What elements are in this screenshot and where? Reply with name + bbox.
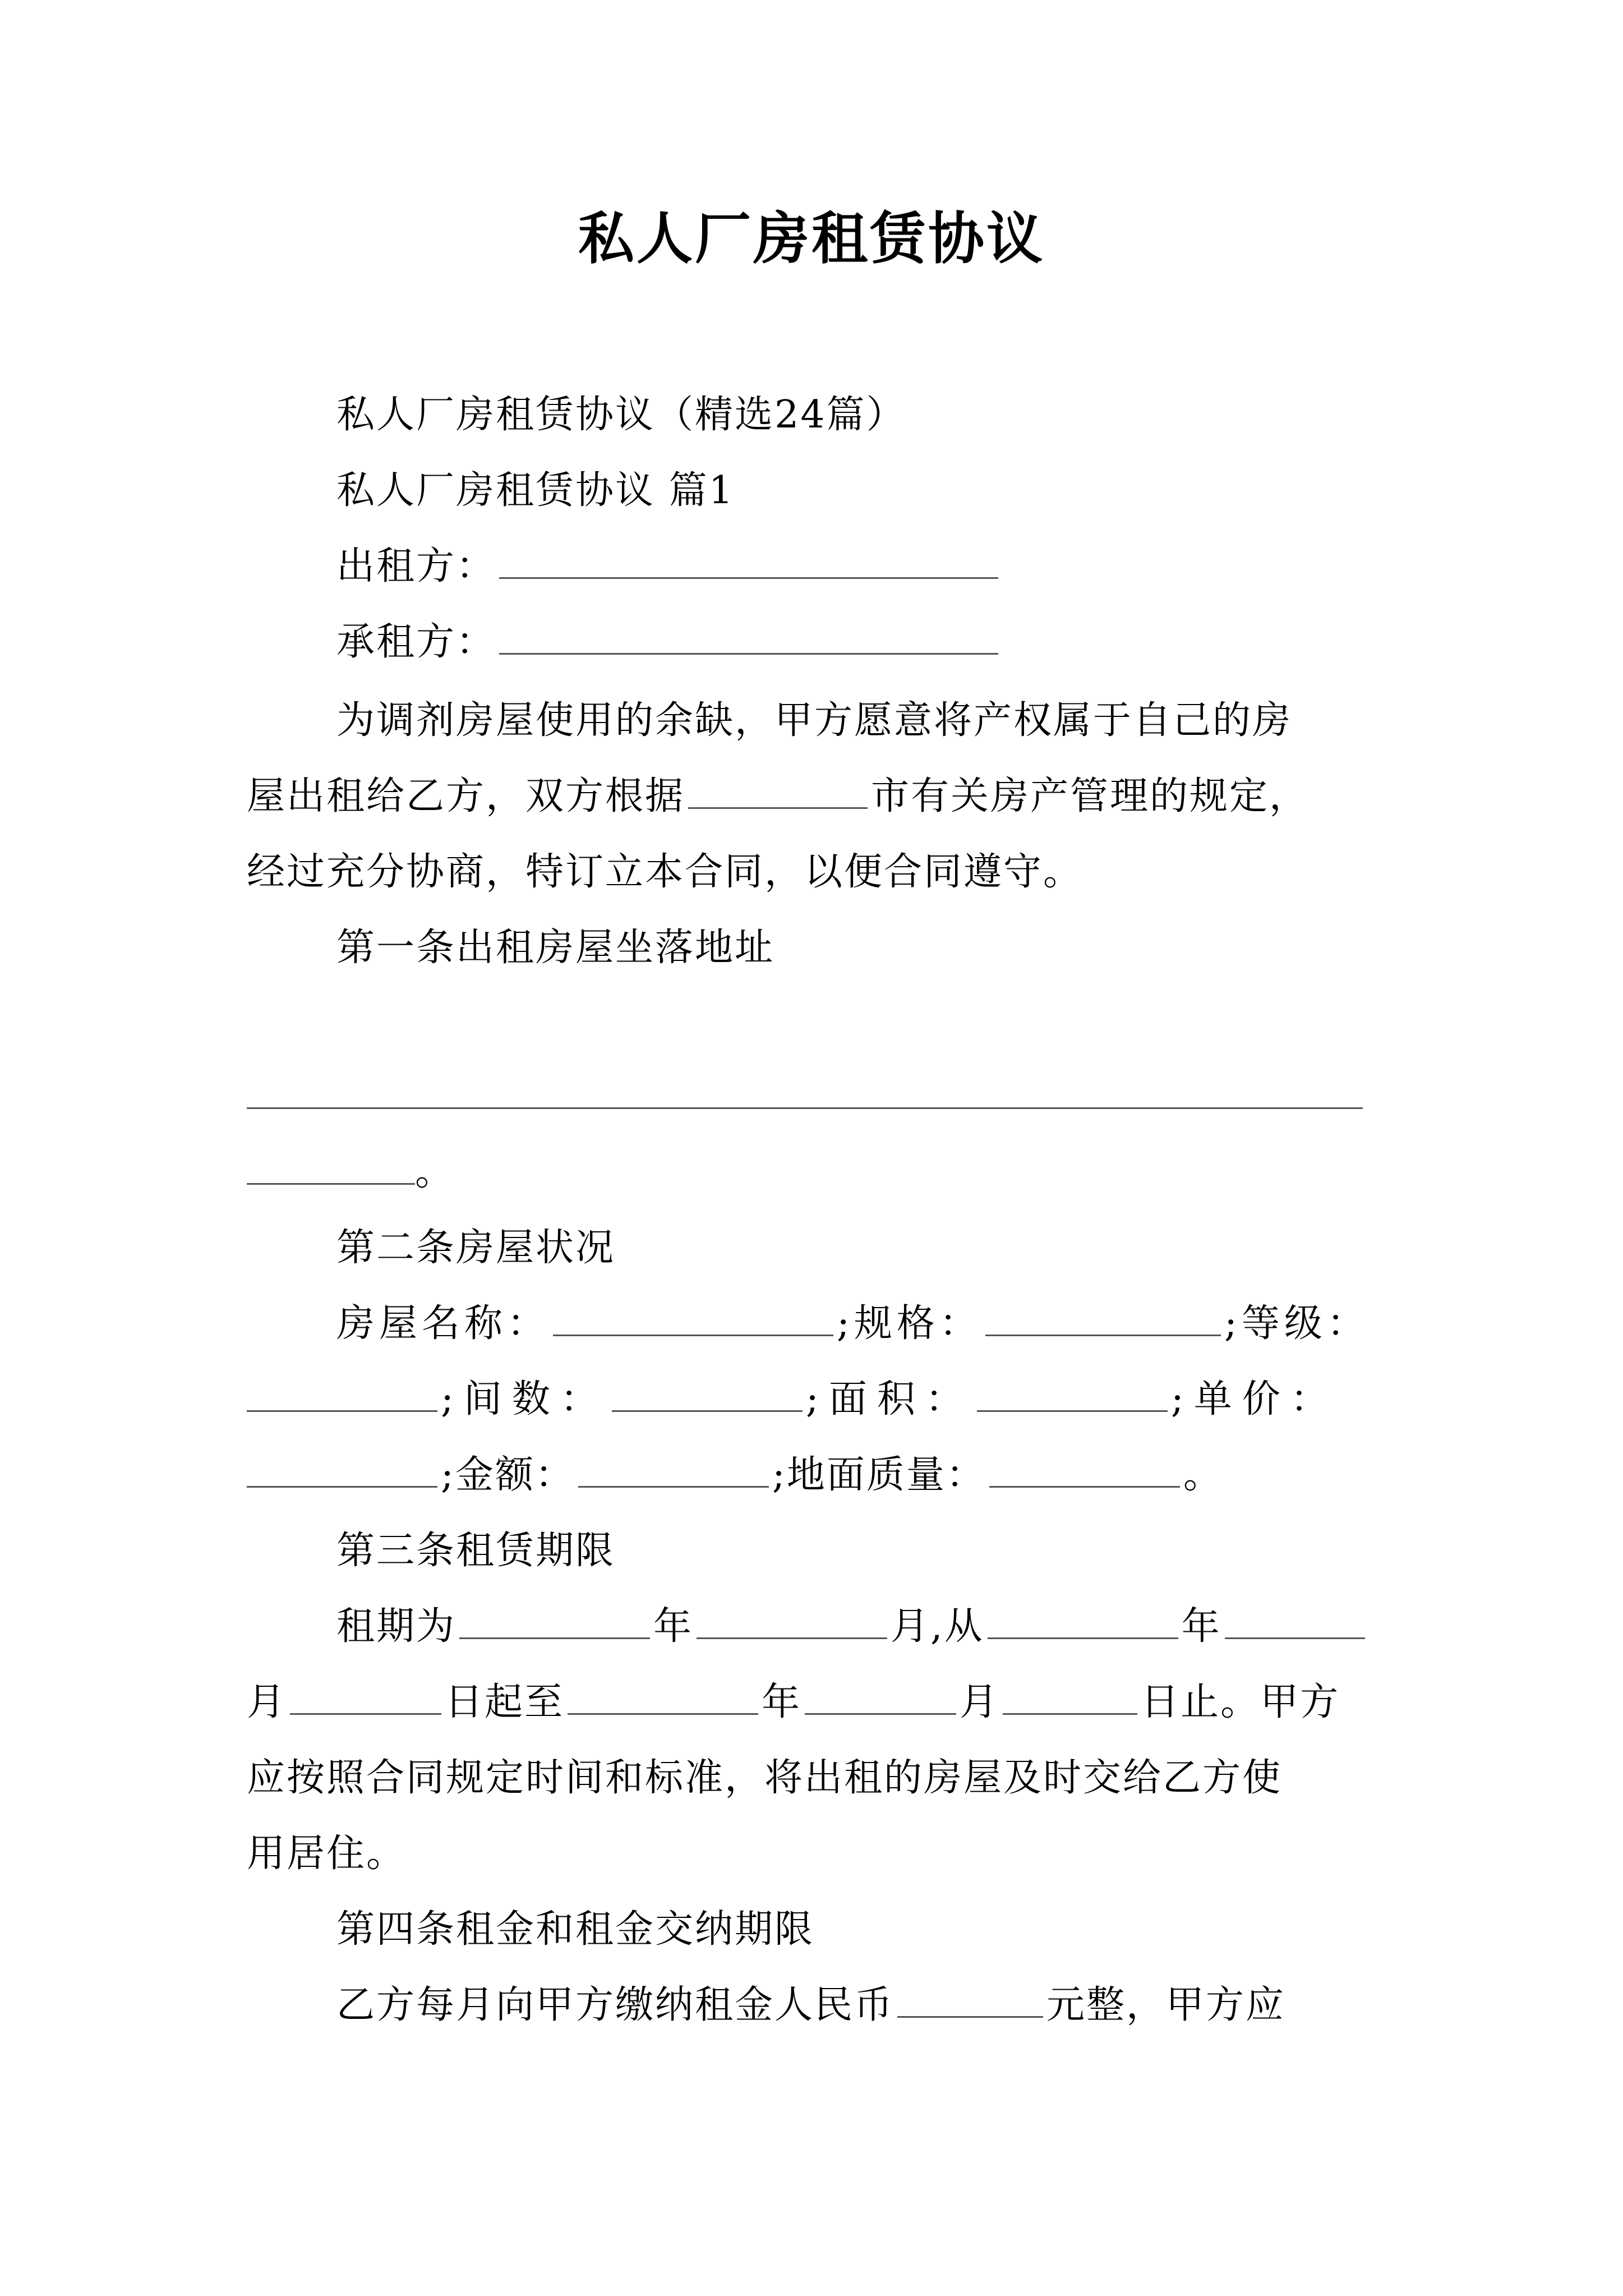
article-1-heading: 第一条出租房屋坐落地址 (336, 926, 775, 970)
end-day-blank (1003, 1676, 1137, 1715)
preamble-line-2-end: 市有关房产管理的规定， (871, 774, 1310, 818)
preamble-line-2-start: 屋出租给乙方，双方根据 (247, 774, 685, 818)
lessor-line (336, 539, 1002, 595)
article-4-line-1 (336, 1977, 1285, 2033)
chapter-heading: 私人厂房租赁协议 篇1 (336, 468, 735, 513)
area-blank (977, 1373, 1168, 1412)
article-2-end-mark: 。 (1183, 1453, 1223, 1497)
article-3-heading: 第三条租赁期限 (336, 1529, 616, 1573)
end-month-unit: 月 (960, 1680, 1000, 1724)
term-label: 租期为 (336, 1604, 457, 1649)
address-line-1 (247, 1069, 1363, 1125)
spec-label: ;规格： (837, 1301, 982, 1346)
term-from-label: 月,从 (891, 1604, 984, 1649)
start-year-unit: 年 (1181, 1604, 1221, 1649)
house-name-label: 房屋名称： (336, 1301, 550, 1346)
start-day-blank (290, 1676, 441, 1715)
document-subtitle: 私人厂房租赁协议（精选24篇） (336, 393, 906, 437)
term-years-blank (459, 1600, 650, 1639)
preamble-line-1: 为调剂房屋使用的余缺，甲方愿意将产权属于自己的房 (336, 698, 1293, 743)
lessee-label: 承租方： (336, 620, 496, 664)
end-day-unit: 日止。甲方 (1141, 1680, 1340, 1724)
rooms-label: ;间数： (441, 1377, 608, 1421)
address-blank-short (247, 1146, 415, 1185)
article-2-line-2 (247, 1372, 1339, 1428)
preamble-line-3: 经过充分协商，特订立本合同，以便合同遵守。 (247, 850, 1083, 894)
article-3-line-3: 应按照合同规定时间和标准，将出租的房屋及时交给乙方使 (247, 1756, 1283, 1800)
article-2-line-3 (247, 1447, 1223, 1503)
start-month-blank (1225, 1600, 1365, 1639)
end-year-unit: 年 (762, 1680, 802, 1724)
floor-quality-label: ;地面质量： (772, 1453, 986, 1497)
start-year-blank (988, 1600, 1178, 1639)
grade-label: ;等级： (1224, 1301, 1370, 1346)
term-year-unit: 年 (653, 1604, 694, 1649)
start-month-unit: 月 (247, 1680, 287, 1724)
end-year-blank (568, 1676, 758, 1715)
spec-blank (985, 1297, 1221, 1336)
floor-quality-blank (989, 1449, 1180, 1488)
start-day-unit: 日起至 (445, 1680, 565, 1724)
address-blank-long (247, 1070, 1363, 1109)
lessor-label: 出租方： (336, 544, 496, 588)
amount-label: ;金额： (441, 1453, 575, 1497)
rent-unit: 元整，甲方应 (1046, 1983, 1286, 2027)
area-label: ;面积： (805, 1377, 974, 1421)
address-end-mark: 。 (415, 1150, 455, 1194)
address-line-2 (247, 1144, 455, 1200)
unit-price-blank (247, 1449, 437, 1488)
rent-label: 乙方每月向甲方缴纳租金人民币 (336, 1983, 895, 2027)
lessee-line (336, 614, 1002, 670)
grade-blank (247, 1373, 437, 1412)
lessor-blank (499, 540, 998, 579)
unit-price-label: ;单价： (1170, 1377, 1339, 1421)
article-4-heading: 第四条租金和租金交纳期限 (336, 1907, 815, 1952)
rent-amount-blank (897, 1979, 1043, 2018)
article-2-line-1 (336, 1296, 1370, 1352)
preamble-line-2 (247, 769, 1309, 825)
term-months-blank (697, 1600, 887, 1639)
amount-blank (578, 1449, 769, 1488)
document-title: 私人厂房租赁协议 (578, 205, 1045, 272)
article-3-line-1 (336, 1599, 1368, 1655)
house-name-blank (553, 1297, 833, 1336)
article-3-line-2 (247, 1674, 1340, 1731)
article-2-heading: 第二条房屋状况 (336, 1226, 616, 1270)
rooms-blank (612, 1373, 803, 1412)
city-blank (688, 770, 868, 809)
end-month-blank (805, 1676, 956, 1715)
article-3-line-4: 用居住。 (247, 1832, 407, 1876)
lessee-blank (499, 616, 998, 655)
